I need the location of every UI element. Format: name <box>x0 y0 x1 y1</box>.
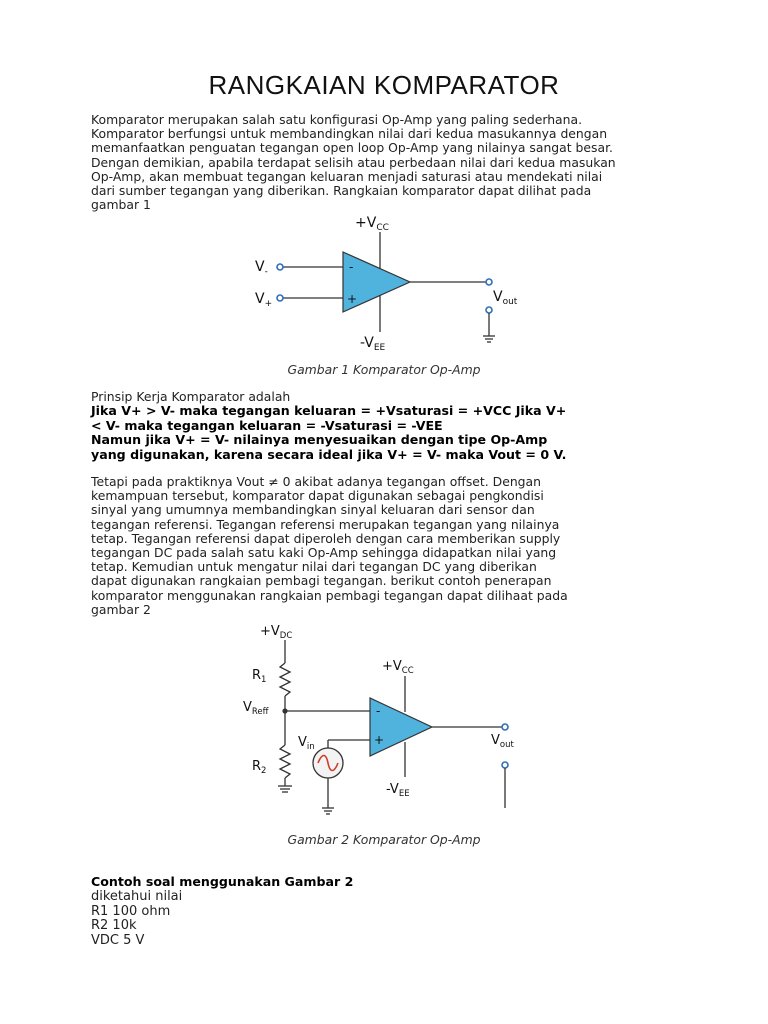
vout-terminal <box>502 724 508 730</box>
text-line: Komparator berfungsi untuk membandingkan nilai dari kedua masukannya dengan <box>91 126 608 142</box>
rule-line: Jika V+ > V- maka tegangan keluaran = +Vsaturasi = +VCC Jika V+ <box>91 403 567 418</box>
text-line: Op-Amp, akan membuat tegangan keluaran menjadi saturasi atau mendekati nilai <box>91 168 603 184</box>
text-line: gambar 2 <box>91 601 151 617</box>
text-line: tegangan DC pada salah satu kaki Op-Amp sehingga didapatkan nilai yang <box>91 545 557 561</box>
text-line: R1 100 ohm <box>91 903 171 919</box>
ground-terminal <box>486 307 492 313</box>
text-line: dapat digunakan rangkaian pembagi tegangan. berikut contoh penerapan <box>91 573 552 589</box>
inverting-sign: - <box>376 704 381 718</box>
vout-terminal <box>486 279 492 285</box>
example-heading: Contoh soal menggunakan Gambar 2 <box>91 874 354 889</box>
text-line: dari sumber tegangan yang diberikan. Rangkaian komparator dapat dilihat pada <box>91 183 592 199</box>
vminus-terminal <box>277 264 283 270</box>
vin-label: $V_{in}$ <box>298 735 315 752</box>
noninverting-sign: + <box>374 733 385 747</box>
text-line: sinyal yang umumnya membandingkan sinyal keluaran dari sensor dan <box>91 502 535 518</box>
figure-2-voltage-divider-comparator <box>238 620 538 825</box>
noninverting-sign: + <box>347 292 358 306</box>
vminus-label: $V_-$ <box>255 259 268 277</box>
figure-1-caption: Gambar 1 Komparator Op-Amp <box>287 362 481 377</box>
intro-paragraph <box>91 113 691 212</box>
r2-label: $R_2$ <box>252 759 267 776</box>
vout-label: $V_{out}$ <box>493 289 518 307</box>
principle-rules <box>91 404 691 462</box>
vcc-label: $+V_{CC}$ <box>355 215 389 233</box>
r1-label: $R_1$ <box>252 668 267 685</box>
example-values <box>91 890 691 948</box>
principle-intro: Prinsip Kerja Komparator adalah <box>91 389 291 404</box>
rule-line: Namun jika V+ = V- nilainya menyesuaikan dengan tipe Op-Amp <box>91 432 548 448</box>
practice-paragraph <box>91 475 691 617</box>
text-line: diketahui nilai <box>91 889 183 904</box>
inverting-sign: - <box>349 260 354 274</box>
r1-resistor <box>280 663 290 696</box>
text-line: Komparator merupakan salah satu konfigurasi Op-Amp yang paling sederhana. <box>91 112 583 127</box>
text-line: gambar 1 <box>91 197 151 213</box>
text-line: kemampuan tersebut, komparator dapat digunakan sebagai pengkondisi <box>91 488 544 504</box>
page-title: RANGKAIAN KOMPARATOR <box>208 70 560 100</box>
text-line: tetap. Tegangan referensi dapat diperoleh dengan cara memberikan supply <box>91 530 561 546</box>
figure-2-caption: Gambar 2 Komparator Op-Amp <box>287 832 481 847</box>
text-line: Tetapi pada praktiknya Vout ≠ 0 akibat adanya tegangan offset. Dengan <box>91 474 541 489</box>
text-line: memanfaatkan penguatan tegangan open loop Op-Amp yang nilainya sangat besar. <box>91 140 613 156</box>
rule-line: < V- maka tegangan keluaran = -Vsaturasi = -VEE <box>91 417 443 433</box>
vplus-label: $V_+$ <box>255 291 273 309</box>
ground-terminal <box>502 762 508 768</box>
figure-1-comparator-diagram <box>240 210 530 360</box>
vcc-label: $+V_{CC}$ <box>382 659 414 676</box>
vplus-terminal <box>277 295 283 301</box>
text-line: tetap. Kemudian untuk mengatur nilai dari tegangan DC yang diberikan <box>91 559 537 575</box>
vout-label: $V_{out}$ <box>491 733 514 750</box>
vee-label: $-V_{EE}$ <box>360 335 386 353</box>
r2-resistor <box>280 745 290 778</box>
vdc-label: $+V_{DC}$ <box>260 624 293 641</box>
text-line: komparator menggunakan rangkaian pembagi tegangan dapat dilihaat pada <box>91 587 568 603</box>
text-line: VDC 5 V <box>91 932 145 948</box>
text-line: Dengan demikian, apabila terdapat selisih atau perbedaan nilai dari kedua masukan <box>91 154 616 170</box>
text-line: tegangan referensi. Tegangan referensi merupakan tegangan yang nilainya <box>91 516 560 532</box>
vee-label: $-V_{EE}$ <box>386 782 410 799</box>
rule-line: yang digunakan, karena secara ideal jika V+ = V- maka Vout = 0 V. <box>91 446 567 462</box>
vreff-label: $V_{Reff}$ <box>243 700 269 717</box>
text-line: R2 10k <box>91 918 137 934</box>
